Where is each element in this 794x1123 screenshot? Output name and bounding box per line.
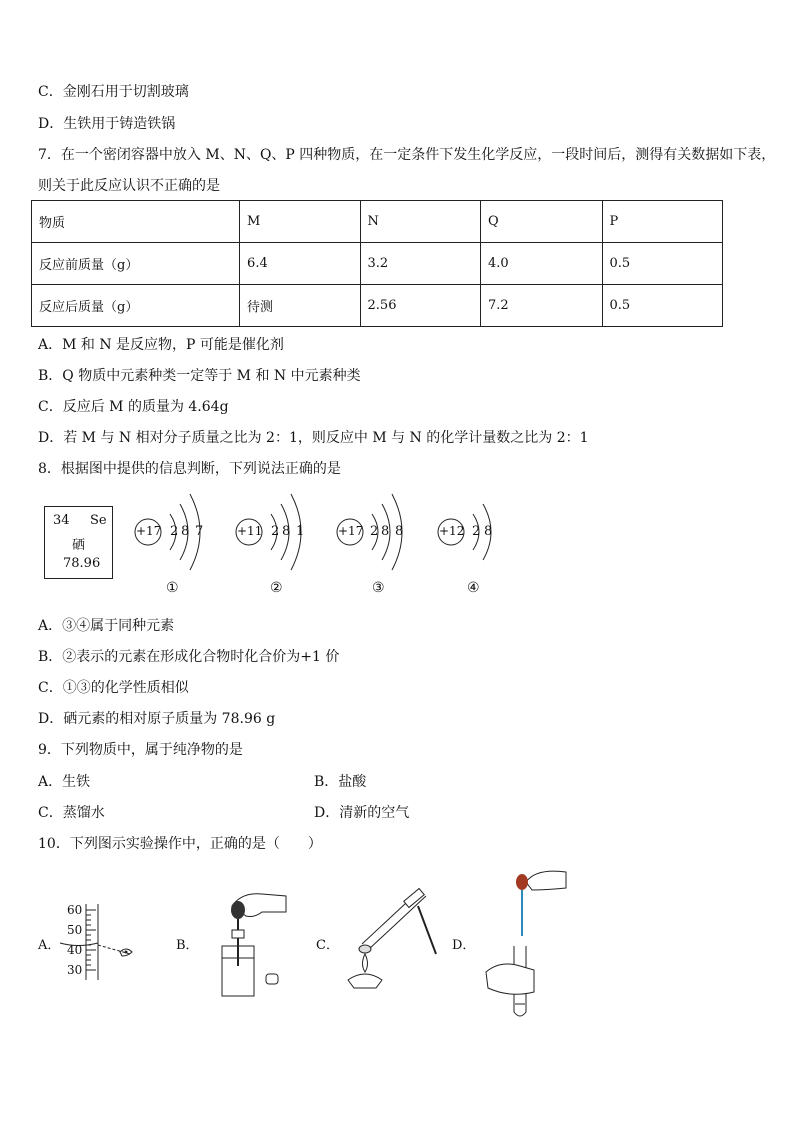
q8-option-c: C．①③的化学性质相似 — [38, 680, 189, 696]
table-header-cell: 物质 — [32, 201, 240, 243]
q7-data-table — [31, 200, 723, 327]
shell-electrons: 2 — [370, 524, 379, 539]
cylinder-tick-label: 50 — [67, 923, 83, 937]
table-cell: 4.0 — [481, 243, 602, 285]
q9-option-a: A．生铁 — [38, 774, 91, 790]
shell-electrons: 1 — [296, 524, 305, 539]
shell-electrons: 8 — [395, 524, 404, 539]
nucleus-charge: +11 — [237, 524, 263, 538]
element-card-se — [44, 506, 113, 579]
q7-option-b: B．Q 物质中元素种类一定等于 M 和 N 中元素种类 — [38, 368, 361, 384]
table-header-row — [32, 201, 723, 243]
q9-option-d: D．清新的空气 — [314, 805, 410, 821]
q10-option-b-label: B． — [176, 938, 199, 953]
table-header-cell: M — [240, 201, 360, 243]
table-cell: 反应后质量（g） — [32, 285, 240, 327]
diagram-label: ① — [166, 580, 179, 596]
table-header-cell: N — [360, 201, 481, 243]
q6-option-c: C．金刚石用于切割玻璃 — [38, 84, 189, 100]
q6-option-d: D．生铁用于铸造铁锅 — [38, 116, 176, 132]
table-cell: 6.4 — [240, 243, 360, 285]
q10-option-c-label: C． — [316, 938, 339, 953]
nucleus-charge: +12 — [439, 524, 465, 538]
shell-electrons: 2 — [271, 524, 280, 539]
cylinder-tick-label: 30 — [67, 963, 83, 977]
table-cell: 3.2 — [360, 243, 481, 285]
shell-electrons: 8 — [282, 524, 291, 539]
q8-stem: 8．根据图中提供的信息判断，下列说法正确的是 — [38, 461, 341, 477]
dropper-bottle-image — [212, 886, 294, 1000]
q7-option-c: C．反应后 M 的质量为 4.64g — [38, 399, 229, 415]
dropper-test-tube-image — [480, 864, 572, 1022]
heating-test-tube-image — [342, 884, 442, 994]
shell-electrons: 8 — [181, 524, 190, 539]
nucleus-charge: +17 — [136, 524, 162, 538]
element-name: 硒 — [72, 538, 86, 553]
shell-electrons: 8 — [484, 524, 493, 539]
shell-electrons: 2 — [472, 524, 481, 539]
table-row — [32, 243, 723, 285]
q7-option-d: D．若 M 与 N 相对分子质量之比为 2：1，则反应中 M 与 N 的化学计量数之比为 2：1 — [38, 430, 589, 446]
q7-stem-line1: 7．在一个密闭容器中放入 M、N、Q、P 四种物质，在一定条件下发生化学反应，一段时间后，测得有关数据如下表， — [38, 147, 776, 163]
q8-option-b: B．②表示的元素在形成化合物时化合价为+1 价 — [38, 649, 340, 665]
q10-option-a-label: A． — [38, 938, 61, 953]
q10-stem: 10．下列图示实验操作中，正确的是（ ） — [38, 836, 322, 852]
table-cell: 7.2 — [481, 285, 602, 327]
table-row — [32, 285, 723, 327]
table-cell: 0.5 — [602, 243, 723, 285]
q8-option-a: A．③④属于同种元素 — [38, 618, 175, 634]
element-symbol: Se — [90, 513, 107, 528]
table-cell: 0.5 — [602, 285, 723, 327]
shell-electrons: 2 — [170, 524, 179, 539]
shell-electrons: 8 — [381, 524, 390, 539]
diagram-label: ② — [270, 580, 283, 596]
atomic-number: 34 — [53, 513, 70, 528]
table-header-cell: Q — [481, 201, 602, 243]
q9-option-b: B．盐酸 — [314, 774, 367, 790]
cylinder-tick-label: 40 — [67, 943, 83, 957]
q8-option-d: D．硒元素的相对原子质量为 78.96 g — [38, 711, 276, 727]
diagram-label: ③ — [372, 580, 385, 596]
q7-stem-line2: 则关于此反应认识不正确的是 — [38, 178, 220, 194]
shell-electrons: 7 — [195, 524, 204, 539]
table-cell: 反应前质量（g） — [32, 243, 240, 285]
table-cell: 待测 — [240, 285, 360, 327]
atomic-mass: 78.96 — [63, 556, 101, 571]
nucleus-charge: +17 — [338, 524, 364, 538]
q9-stem: 9．下列物质中，属于纯净物的是 — [38, 742, 243, 758]
q10-option-d-label: D． — [452, 938, 476, 953]
table-header-cell: P — [602, 201, 723, 243]
q7-option-a: A．M 和 N 是反应物，P 可能是催化剂 — [38, 337, 284, 353]
diagram-label: ④ — [467, 580, 480, 596]
cylinder-tick-label: 60 — [67, 903, 83, 917]
table-cell: 2.56 — [360, 285, 481, 327]
q9-option-c: C．蒸馏水 — [38, 805, 105, 821]
